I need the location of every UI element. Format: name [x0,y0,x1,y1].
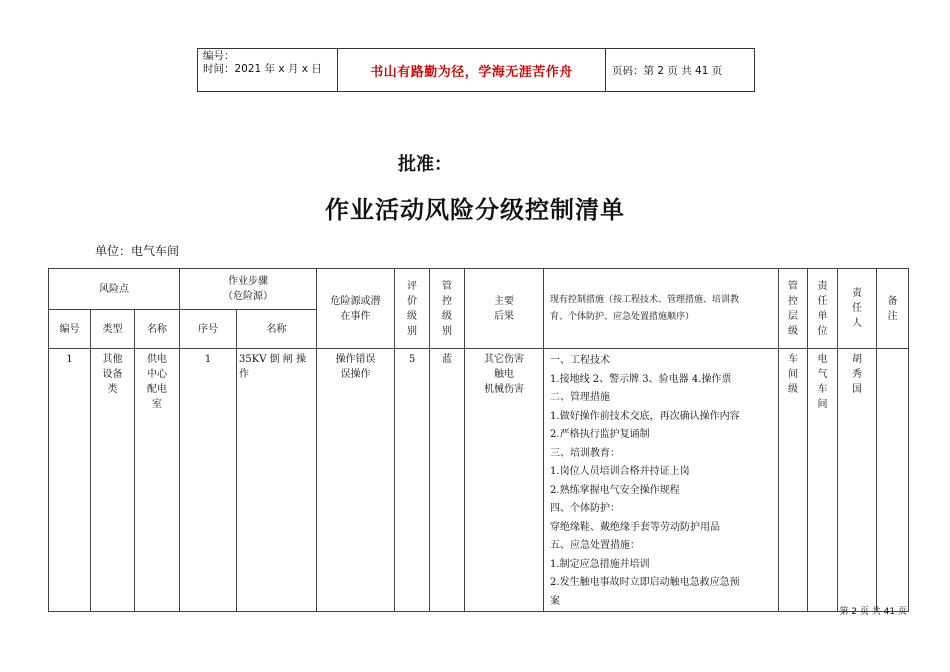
measure-line: 案 [550,595,561,607]
cell-seq: 1 [180,349,237,612]
cell-name: 供电 中心 配电 室 [135,349,180,612]
measure-line: 1.接地线 2、警示牌 3、验电器 4.操作票 [550,373,732,385]
cell-measures [544,349,779,612]
measure-line: 2.熟练掌握电气安全操作规程 [550,484,680,496]
cell-resp-person: 胡 秀 国 [838,349,877,612]
unit-label: 单位：电气车间 [95,244,180,258]
consequence-header: 主要 后果 [465,269,544,349]
measure-line: 1.做好操作前技术交底，再次确认操作内容 [550,410,740,422]
header-meta [198,49,338,91]
measure-line: 穿绝缘鞋、戴绝缘手套等劳动防护用品 [550,521,721,533]
measure-line: 1.制定应急措施并培训 [550,558,650,570]
measure-line: 2.严格执行监护复诵制 [550,429,650,440]
remark-header: 备 注 [877,269,909,349]
measure-line: 四、个体防护： [550,503,621,514]
control-level-header: 管 控 级 别 [430,269,465,349]
name-header: 名称 [135,310,180,349]
risk-control-table [48,268,909,612]
measure-line: 二、管理措施 [550,392,611,403]
measures-header: 现有控制措施（按工程技术、管理措施、培训教 育、个体防护、应急处置措施顺序） [544,269,779,349]
cell-no: 1 [49,349,91,612]
measure-line: 一、工程技术 [550,355,611,366]
cell-ctrl-level: 车 间 级 [779,349,808,612]
resp-person-header: 责 任 人 [838,269,877,349]
ctrl-level-header: 管 控 层 级 [779,269,808,349]
page-footer: 第 2 页 共 41 页 [839,607,907,617]
measure-line: 三、培训教育： [550,447,621,459]
document-title: 作业活动风险分级控制清单 [325,196,625,224]
cell-type: 其他 设备 类 [91,349,135,612]
table-row [49,349,909,612]
eval-level-header: 评 价 级 别 [395,269,430,349]
motto: 书山有路勤为径，学海无涯苦作舟 [338,49,606,91]
header-row-1 [49,269,909,310]
measure-line: 2.发生触电事故时立即启动触电急救应急预 [550,577,740,588]
risk-point-header: 风险点 [49,269,180,310]
cell-consequence: 其它伤害 触电 机械伤害 [465,349,544,612]
page-indicator: 页码：第 2 页 共 41 页 [612,64,723,77]
cell-eval: 5 [395,349,430,612]
measure-line: 1.岗位人员培训合格并持证上岗 [550,466,690,477]
cell-step-name: 35KV 倒 闸 操 作 [237,349,317,612]
cell-hazard: 操作错误 误操作 [317,349,395,612]
cell-remark [877,349,909,612]
approve-label: 批准： [398,154,452,175]
cell-resp-unit: 电 气 车 间 [808,349,838,612]
hazard-header: 危险源或潜 在事件 [317,269,395,349]
page-header [197,48,755,92]
type-header: 类型 [91,310,135,349]
seq-header: 序号 [180,310,237,349]
step-name-header: 名称 [237,310,317,349]
resp-unit-header: 责 任 单 位 [808,269,838,349]
steps-header: 作业步骤 （危险源） [180,269,317,310]
time-label: 时间：2021 年 x 月 x 日 [203,63,322,75]
no-header: 编号 [49,310,91,349]
code-label: 编号： [203,50,235,62]
measure-line: 五、应急处置措施： [550,540,641,551]
cell-control: 蓝 [430,349,465,612]
